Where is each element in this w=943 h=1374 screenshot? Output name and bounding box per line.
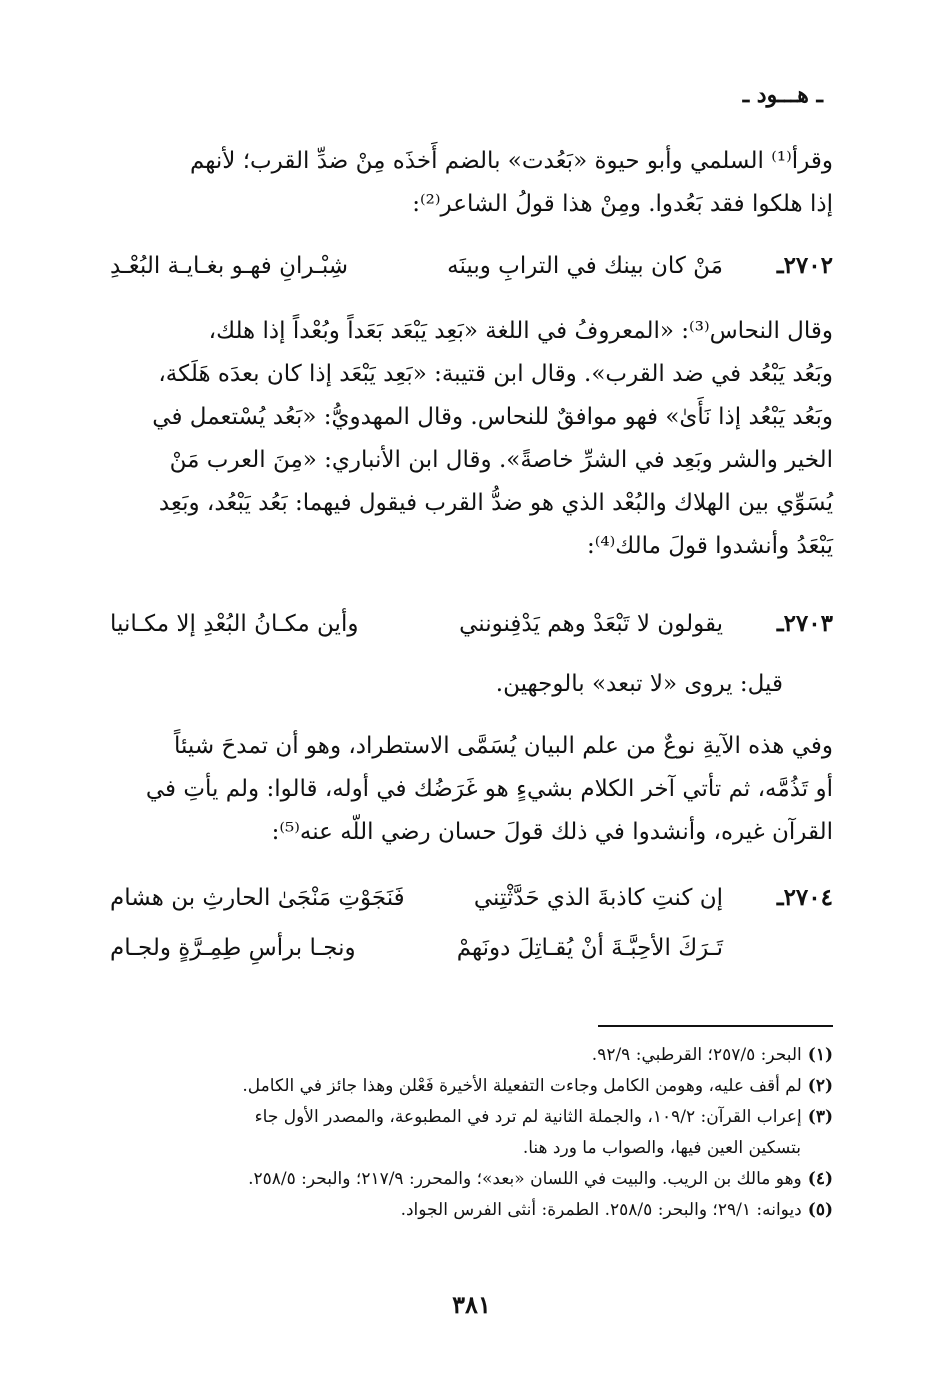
footnote-text: إعراب القرآن: ١٠٩/٢، والجملة الثانية لم ترد في المطبوعة، والمصدر الأول جاء — [254, 1107, 802, 1127]
footnote-number: (١) — [807, 1045, 833, 1065]
running-header: ـ هـــود ـ — [742, 82, 823, 108]
footnote — [110, 1164, 833, 1195]
verse-2704-continuation — [110, 926, 833, 970]
footnote-number: (٣) — [807, 1107, 833, 1127]
text-line: قيل: يروى «لا تبعد» بالوجهين. — [495, 671, 783, 697]
verse-number: ٢٧٠٢ـ — [776, 252, 833, 279]
footnote — [110, 1040, 833, 1071]
verse-first-hemistich: تَـرَكَ الأحِبَّـةَ أنْ يُقـاتِلَ دونَهمْ — [456, 935, 723, 961]
verse-second-hemistich: ونجـا برأسِ طِمِـرَّةٍ ولجـام — [110, 935, 356, 961]
footnote-text: البحر: ٢٥٧/٥؛ القرطبي: ٩٢/٩. — [591, 1045, 802, 1065]
verse-first-hemistich: يقولون لا تَبْعَدْ وهم يَدْفِنونني — [459, 611, 723, 637]
footnote-number: (٥) — [807, 1200, 833, 1220]
text-line: القرآن غيره، وأنشدوا في ذلك قولَ حسان رضي اللّه عنه⁽⁵⁾: — [271, 819, 833, 845]
footnote — [110, 1195, 833, 1226]
verse-second-hemistich: شِبْـرانِ فهـو بغـايـة البُعْـدِ — [110, 253, 349, 279]
verse-number: ٢٧٠٣ـ — [776, 610, 833, 637]
text-line: يَبْعَدُ وأنشدوا قولَ مالك⁽⁴⁾: — [586, 533, 833, 559]
verse-2702 — [110, 244, 833, 288]
verse-2703 — [110, 602, 833, 646]
page-number: ٣٨١ — [452, 1290, 491, 1319]
verse-first-hemistich: إن كنتِ كاذبةَ الذي حَدَّثْتِني — [473, 885, 723, 911]
text-line: وقرأ⁽¹⁾ السلمي وأبو حيوة «بَعُدت» بالضم أَخذَه مِنْ ضدِّ القرب؛ لأنهم — [189, 148, 833, 174]
verse-2704 — [110, 876, 833, 920]
text-line: وقال النحاس⁽³⁾: «المعروفُ في اللغة «بَعِد يَبْعَد بَعَداً وبُعْداً إذا هلك، — [208, 318, 833, 344]
paragraph-2 — [110, 310, 833, 568]
footnote-text: وهو مالك بن الريب. والبيت في اللسان «بعد»؛ والمحرر: ٢١٧/٩؛ والبحر: ٢٥٨/٥. — [248, 1169, 802, 1189]
paragraph-1 — [110, 140, 833, 226]
footnote-continuation — [110, 1133, 833, 1164]
footnote-number: (٢) — [807, 1076, 833, 1096]
footnotes — [110, 1040, 833, 1226]
verse-first-hemistich: مَنْ كان بينك في الترابِ وبينَه — [447, 253, 723, 279]
text-line: يُسَوِّي بين الهلاك والبُعْد الذي هو ضدُّ القرب فيقول فيهما: بَعُد يَبْعُد، وبَعِد — [158, 490, 833, 516]
text-line: أو تَذُمَّه، ثم تأتي آخر الكلام بشيءٍ هو غَرَضُك في أوله، قالوا: ولم يأتِ في — [145, 776, 833, 802]
verse-second-hemistich: فَنَجَوْتِ مَنْجَىٰ الحارثِ بن هشام — [110, 885, 405, 911]
footnote — [110, 1071, 833, 1102]
text-line: وبَعُد يَبْعُد في ضد القرب». وقال ابن قتيبة: «بَعِد يَبْعَد إذا كان بعدَه هَلَكة، — [158, 361, 833, 387]
paragraph-4 — [110, 725, 833, 854]
footnote — [110, 1102, 833, 1133]
footnote-text: بتسكين العين فيها، والصواب ما ورد هنا. — [522, 1138, 801, 1158]
footnote-text: لم أقف عليه، وهومن الكامل وجاءت التفعيلة الأخيرة فَعْلن وهذا جائز في الكامل. — [242, 1076, 802, 1096]
verse-second-hemistich: وأين مكـانُ البُعْدِ إلا مكـانيا — [110, 611, 359, 637]
footnote-number: (٤) — [807, 1169, 833, 1189]
paragraph-3 — [110, 663, 783, 706]
text-line: وفي هذه الآيةِ نوعٌ من علم البيان يُسَمَّى الاستطراد، وهو أن تمدحَ شيئاً — [173, 733, 833, 759]
text-line: إذا هلكوا فقد بَعُدوا. ومِنْ هذا قولُ الشاعر⁽²⁾: — [412, 191, 833, 217]
footnote-separator — [598, 1025, 833, 1027]
text-line: الخير والشر وبَعِد في الشرِّ خاصةً». وقال ابن الأنباري: «مِنَ العرب مَنْ — [169, 447, 833, 473]
verse-number: ٢٧٠٤ـ — [776, 884, 833, 911]
footnote-text: ديوانه: ٢٩/١؛ والبحر: ٢٥٨/٥. الطمرة: أنثى الفرس الجواد. — [400, 1200, 802, 1220]
text-line: وبَعُد يَبْعُد إذا نَأَىٰ» فهو موافقٌ للنحاس. وقال المهدويُّ: «بَعُد يُسْتعمل في — [152, 404, 833, 430]
